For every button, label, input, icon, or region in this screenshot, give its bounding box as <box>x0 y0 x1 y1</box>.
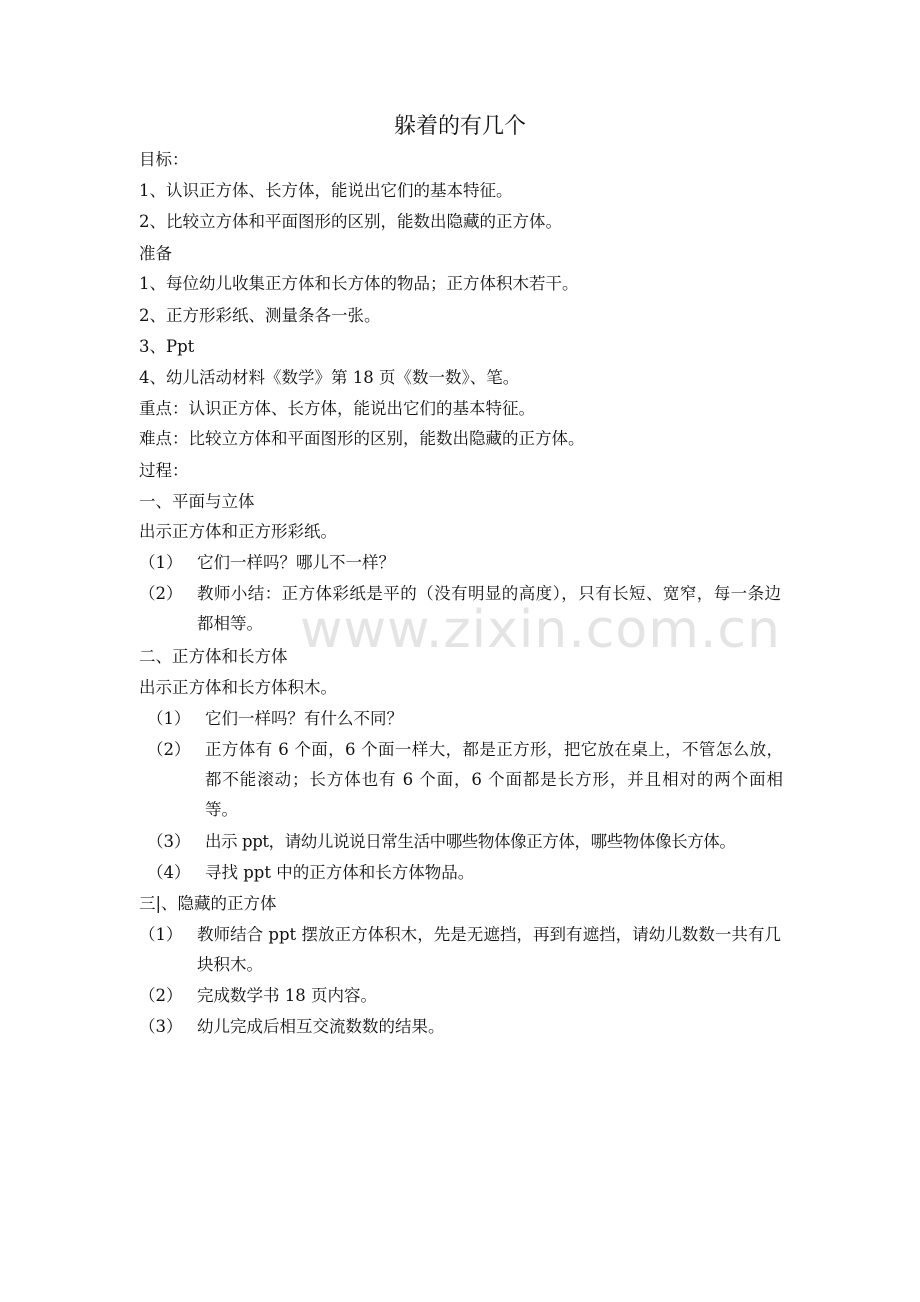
prep-heading: 准备 <box>139 244 172 263</box>
item-text: 出示 ppt，请幼儿说说日常生活中哪些物体像正方体，哪些物体像长方体。 <box>205 832 736 851</box>
item-text: 正方体有 6 个面，6 个面一样大，都是正方形，把它放在桌上，不管怎么放，都不能滚动；长方体也有 6 个面，6 个面都是长方形，并且相对的两个面相等。 <box>205 740 783 819</box>
list-item <box>139 548 781 578</box>
item-number: （2） <box>139 584 183 603</box>
item-text: 寻找 ppt 中的正方体和长方体物品。 <box>205 863 475 882</box>
item-text: 幼儿完成后相互交流数数的结果。 <box>197 1017 445 1036</box>
process-heading: 过程： <box>139 461 189 480</box>
list-item <box>147 858 783 888</box>
prep-item-3: 3、Ppt <box>139 337 195 356</box>
key-point: 重点：认识正方体、长方体，能说出它们的基本特征。 <box>139 399 535 418</box>
section2-intro: 出示正方体和长方体积木。 <box>139 678 337 697</box>
item-text: 它们一样吗？有什么不同？ <box>205 709 403 728</box>
item-text: 完成数学书 18 页内容。 <box>197 986 377 1005</box>
prep-item-1: 1、每位幼儿收集正方体和长方体的物品；正方体积木若干。 <box>139 274 579 293</box>
difficulty: 难点：比较立方体和平面图形的区别，能数出隐藏的正方体。 <box>139 429 585 448</box>
page-title: 躲着的有几个 <box>393 114 526 139</box>
item-text: 教师结合 ppt 摆放正方体积木，先是无遮挡，再到有遮挡，请幼儿数数一共有几块积木。 <box>197 925 781 974</box>
list-item <box>147 735 783 825</box>
item-number: （3） <box>139 1017 183 1036</box>
item-number: （4） <box>147 863 191 882</box>
item-number: （1） <box>147 709 191 728</box>
list-item <box>147 704 783 734</box>
item-number: （1） <box>139 925 183 944</box>
item-text: 教师小结：正方体彩纸是平的（没有明显的高度），只有长短、宽窄，每一条边都相等。 <box>197 584 781 633</box>
section1-intro: 出示正方体和正方形彩纸。 <box>139 522 337 541</box>
item-number: （2） <box>139 986 183 1005</box>
prep-item-2: 2、正方形彩纸、测量条各一张。 <box>139 306 381 325</box>
list-item <box>139 920 781 980</box>
prep-item-4: 4、幼儿活动材料《数学》第 18 页《数一数》、笔。 <box>139 368 520 387</box>
goal-heading: 目标： <box>139 150 189 169</box>
item-number: （3） <box>147 832 191 851</box>
goal-item-2: 2、比较立方体和平面图形的区别，能数出隐藏的正方体。 <box>139 212 562 231</box>
goal-item-1: 1、认识正方体、长方体，能说出它们的基本特征。 <box>139 181 513 200</box>
section3-heading: 三|、隐藏的正方体 <box>139 894 277 913</box>
section1-heading: 一、平面与立体 <box>139 492 255 511</box>
item-text: 它们一样吗？哪儿不一样？ <box>197 553 395 572</box>
section2-heading: 二、正方体和长方体 <box>139 647 288 666</box>
watermark: www.zixin.com.cn <box>300 600 781 660</box>
item-number: （1） <box>139 553 183 572</box>
list-item <box>139 981 781 1011</box>
list-item <box>139 1012 781 1042</box>
list-item <box>147 827 787 857</box>
item-number: （2） <box>147 740 191 759</box>
list-item <box>139 579 781 639</box>
